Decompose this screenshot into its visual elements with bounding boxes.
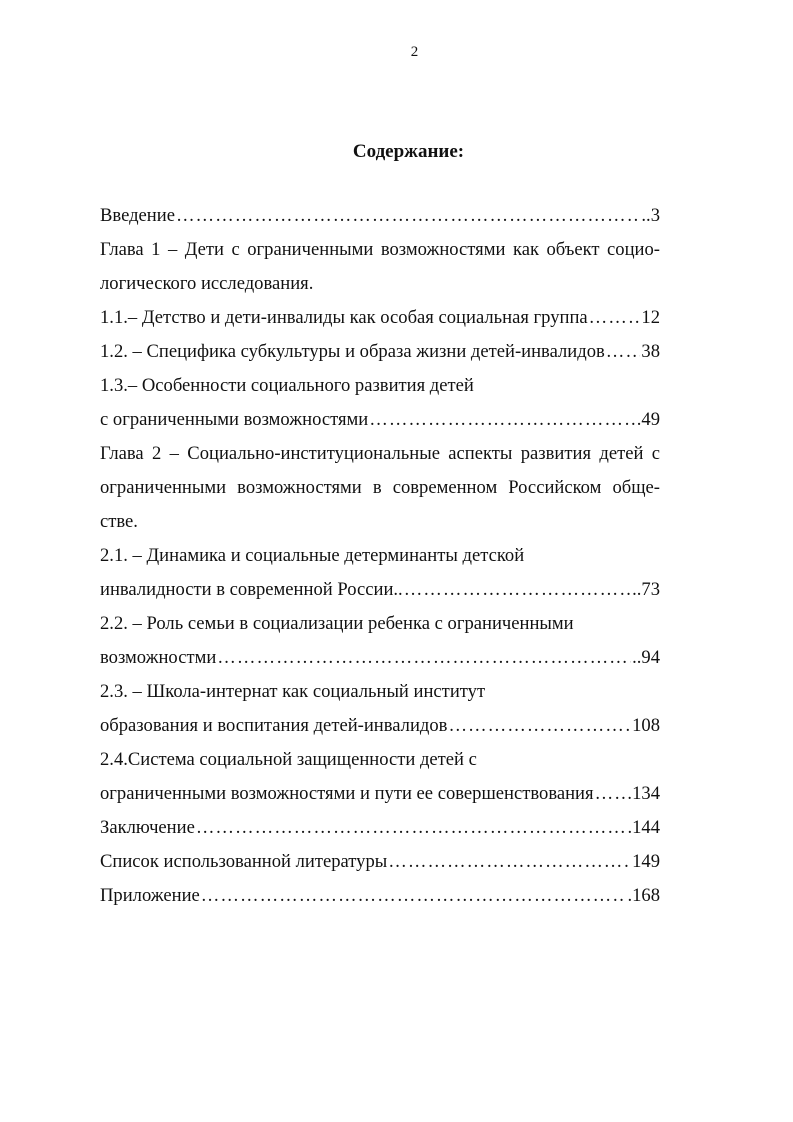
toc-entry-label: ограниченными возможностями и пути ее совершенствования — [100, 783, 594, 804]
toc-entry-page: 12 — [641, 307, 660, 328]
toc-chapter-2-title[interactable]: Глава 2 – Социально-институциональные аспекты развития детей с — [100, 443, 660, 464]
dot-leader — [217, 641, 631, 675]
dot-leader — [201, 879, 627, 913]
toc-entry-page: 108 — [632, 715, 660, 736]
toc-entry-page: ..94 — [632, 647, 660, 668]
toc-entry-1-3-title[interactable]: 1.3.– Особенности социального развития детей — [100, 375, 474, 396]
toc-title: Содержание: — [352, 141, 465, 162]
toc-entry-label: Заключение — [100, 817, 195, 838]
toc-entry-1-1[interactable] — [100, 301, 660, 335]
toc-chapter-1-title[interactable]: Глава 1 – Дети с ограниченными возможностями как объект социо- — [100, 239, 660, 260]
toc-entry-page: .168 — [627, 885, 660, 906]
toc-entry-label: инвалидности в современной России.. — [100, 579, 403, 600]
toc-entry-conclusion[interactable] — [100, 811, 660, 845]
toc-chapter-2-title-end[interactable]: стве. — [100, 511, 138, 532]
toc-entry-page: ..3 — [641, 205, 660, 226]
toc-entry-1-2[interactable] — [100, 335, 660, 369]
toc-entry-label: 1.2. – Специфика субкультуры и образа жизни детей-инвалидов — [100, 341, 605, 362]
dot-leader — [404, 573, 631, 607]
toc-entry-introduction[interactable] — [100, 199, 660, 233]
toc-entry-label: Приложение — [100, 885, 200, 906]
toc-entry-2-3[interactable] — [100, 709, 660, 743]
toc-chapter-2-title-cont[interactable]: ограниченными возможностями в современном Российском обще- — [100, 477, 660, 498]
toc-entry-page: ..73 — [632, 579, 660, 600]
dot-leader — [606, 335, 641, 369]
toc-entry-page: 134 — [632, 783, 660, 804]
toc-entry-page: .144 — [627, 817, 660, 838]
dot-leader — [388, 845, 631, 879]
toc-entry-appendix[interactable] — [100, 879, 660, 913]
dot-leader — [196, 811, 627, 845]
toc-entry-label: возможностми — [100, 647, 217, 668]
toc-entry-1-3[interactable] — [100, 403, 660, 437]
toc-entry-label: 1.1.– Детство и дети-инвалиды как особая социальная группа — [100, 307, 588, 328]
toc-entry-page: .49 — [636, 409, 660, 430]
toc-entry-page: 149 — [632, 851, 660, 872]
toc-entry-2-2-title[interactable]: 2.2. – Роль семьи в социализации ребенка с ограниченными — [100, 613, 574, 634]
dot-leader — [176, 199, 640, 233]
table-of-contents — [100, 199, 660, 913]
toc-entry-bibliography[interactable] — [100, 845, 660, 879]
toc-entry-2-1[interactable] — [100, 573, 660, 607]
toc-entry-2-2[interactable] — [100, 641, 660, 675]
dot-leader — [448, 709, 631, 743]
dot-leader — [595, 777, 632, 811]
dot-leader — [589, 301, 641, 335]
toc-entry-label: образования и воспитания детей-инвалидов — [100, 715, 448, 736]
toc-entry-page: 38 — [641, 341, 660, 362]
toc-entry-2-4-title[interactable]: 2.4.Система социальной защищенности детей с — [100, 749, 477, 770]
toc-entry-2-1-title[interactable]: 2.1. – Динамика и социальные детерминанты детской — [100, 545, 525, 566]
toc-chapter-1-title-cont[interactable]: логического исследования. — [100, 273, 314, 294]
toc-entry-2-3-title[interactable]: 2.3. – Школа-интернат как социальный институт — [100, 681, 486, 702]
toc-entry-label: с ограниченными возможностями — [100, 409, 369, 430]
page-number: 2 — [410, 44, 419, 60]
toc-entry-2-4[interactable] — [100, 777, 660, 811]
toc-entry-label: Введение — [100, 205, 175, 226]
toc-entry-label: Список использованной литературы — [100, 851, 388, 872]
dot-leader — [369, 403, 636, 437]
